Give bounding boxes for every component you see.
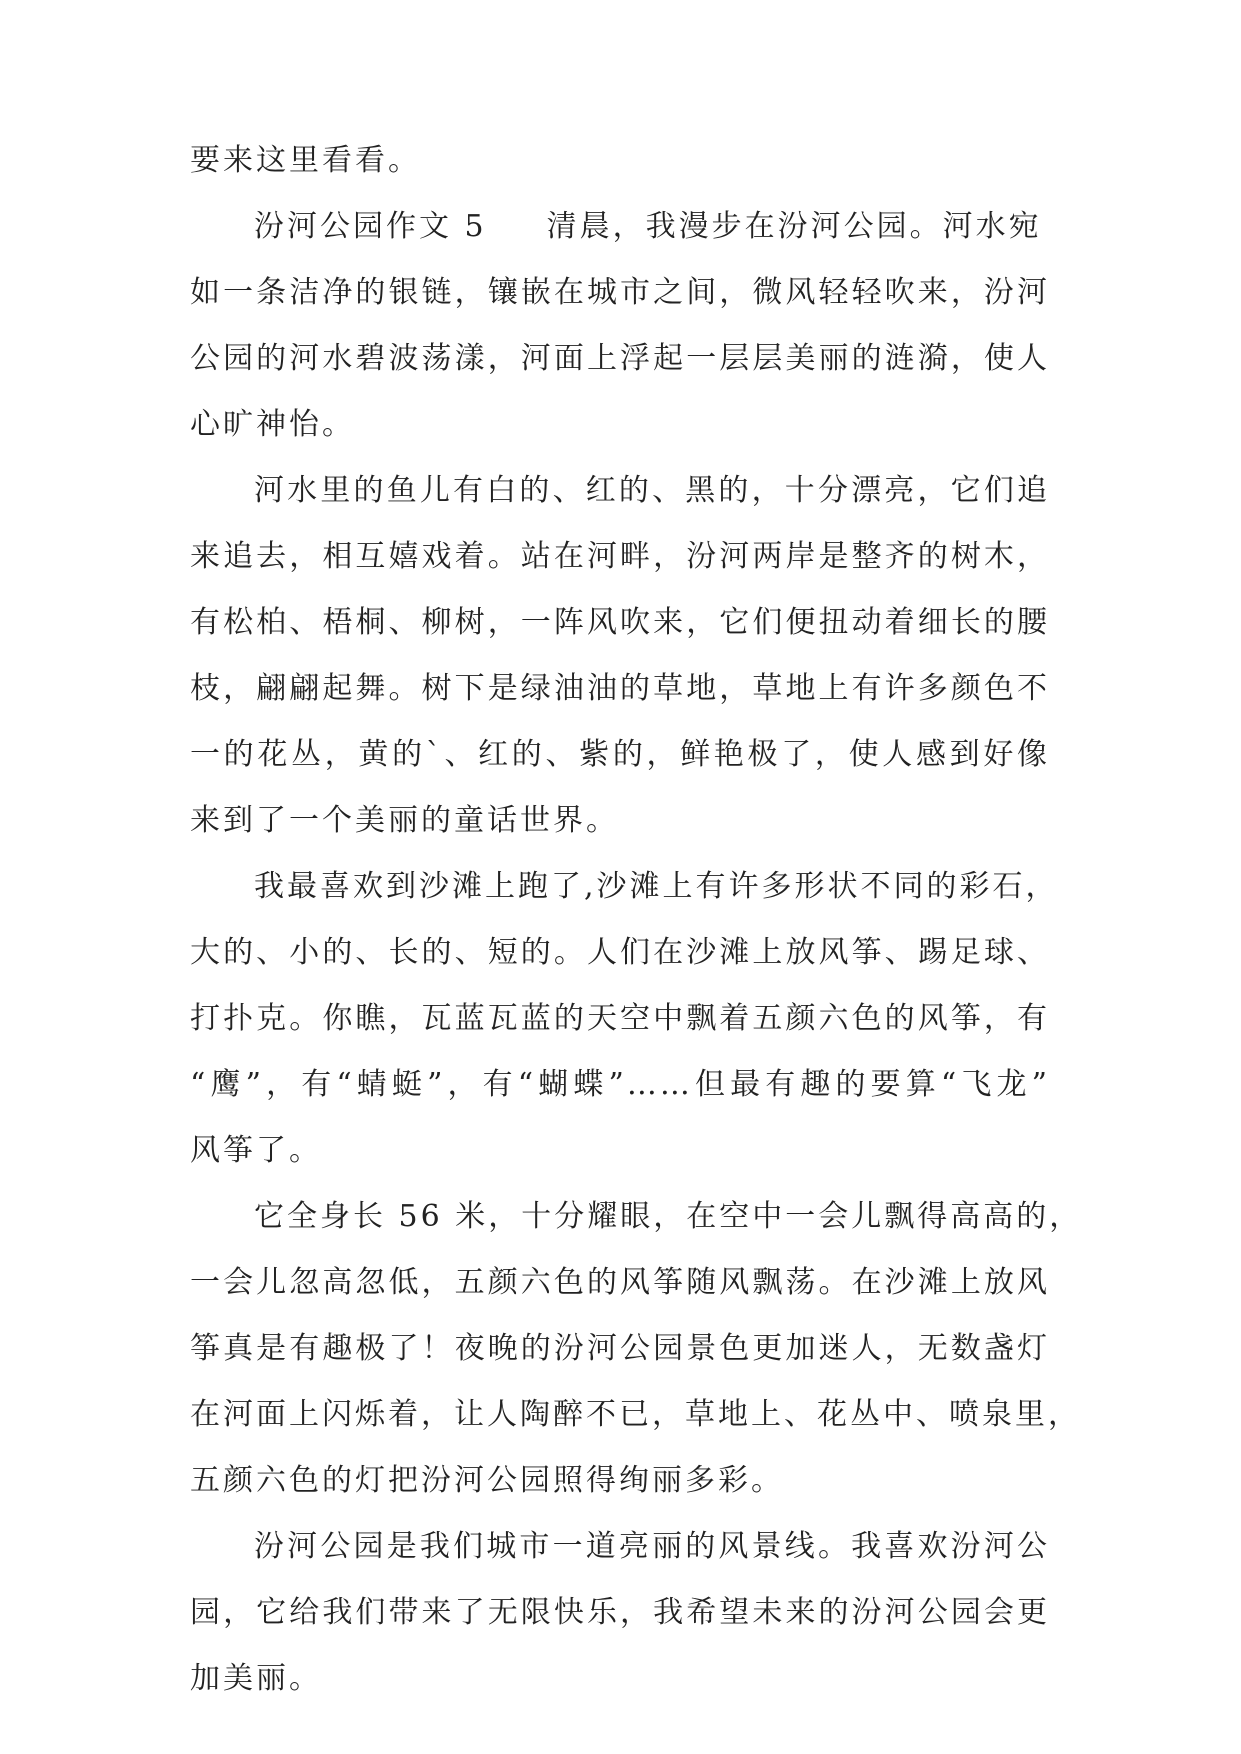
- text-line: 大的、小的、长的、短的。人们在沙滩上放风筝、踢足球、: [190, 935, 1050, 970]
- paragraph-first-line: 汾河公园是我们城市一道亮丽的风景线。我喜欢汾河公: [254, 1529, 1050, 1564]
- text-line: 加美丽。: [190, 1661, 322, 1696]
- text-line: 来到了一个美丽的童话世界。: [190, 803, 619, 838]
- text-line: 一会儿忽高忽低，五颜六色的风筝随风飘荡。在沙滩上放风: [190, 1265, 1050, 1300]
- paragraph-first-line: 河水里的鱼儿有白的、红的、黑的，十分漂亮，它们追: [254, 473, 1050, 508]
- text-line: 一的花丛，黄的`、红的、紫的，鲜艳极了，使人感到好像: [190, 737, 1050, 772]
- text-line: 有松柏、梧桐、柳树，一阵风吹来，它们便扭动着细长的腰: [190, 605, 1050, 640]
- text-line: 打扑克。你瞧，瓦蓝瓦蓝的天空中飘着五颜六色的风筝，有: [190, 1001, 1050, 1036]
- text-line: 五颜六色的灯把汾河公园照得绚丽多彩。: [190, 1463, 784, 1498]
- text-line: 心旷神怡。: [190, 407, 355, 442]
- paragraph-first-line: 我最喜欢到沙滩上跑了,沙滩上有许多形状不同的彩石，: [254, 869, 1059, 904]
- text-line: 在河面上闪烁着，让人陶醉不已，草地上、花丛中、喷泉里，: [190, 1397, 1081, 1432]
- text-line: 公园的河水碧波荡漾，河面上浮起一层层美丽的涟漪，使人: [190, 341, 1050, 376]
- text-line: “鹰”，有“蜻蜓”，有“蝴蝶”……但最有趣的要算“飞龙”: [190, 1067, 1050, 1102]
- paragraph-first-line: 它全身长 56 米，十分耀眼，在空中一会儿飘得高高的，: [254, 1199, 1083, 1234]
- document-page: [190, 140, 1083, 1724]
- text-line: 枝，翩翩起舞。树下是绿油油的草地，草地上有许多颜色不: [190, 671, 1050, 706]
- paragraph-first-line: [190, 206, 1050, 247]
- text-line: 风筝了。: [190, 1133, 322, 1168]
- text-line: 园，它给我们带来了无限快乐，我希望未来的汾河公园会更: [190, 1595, 1050, 1630]
- essay-title: 汾河公园作文 5: [254, 209, 487, 244]
- text-line: 清晨，我漫步在汾河公园。河水宛: [546, 209, 1042, 244]
- text-line: 筝真是有趣极了！夜晚的汾河公园景色更加迷人，无数盏灯: [190, 1331, 1050, 1366]
- text-line: 来追去，相互嬉戏着。站在河畔，汾河两岸是整齐的树木，: [190, 539, 1050, 574]
- text-line: 如一条洁净的银链，镶嵌在城市之间，微风轻轻吹来，汾河: [190, 275, 1050, 310]
- text-line: 要来这里看看。: [190, 143, 421, 178]
